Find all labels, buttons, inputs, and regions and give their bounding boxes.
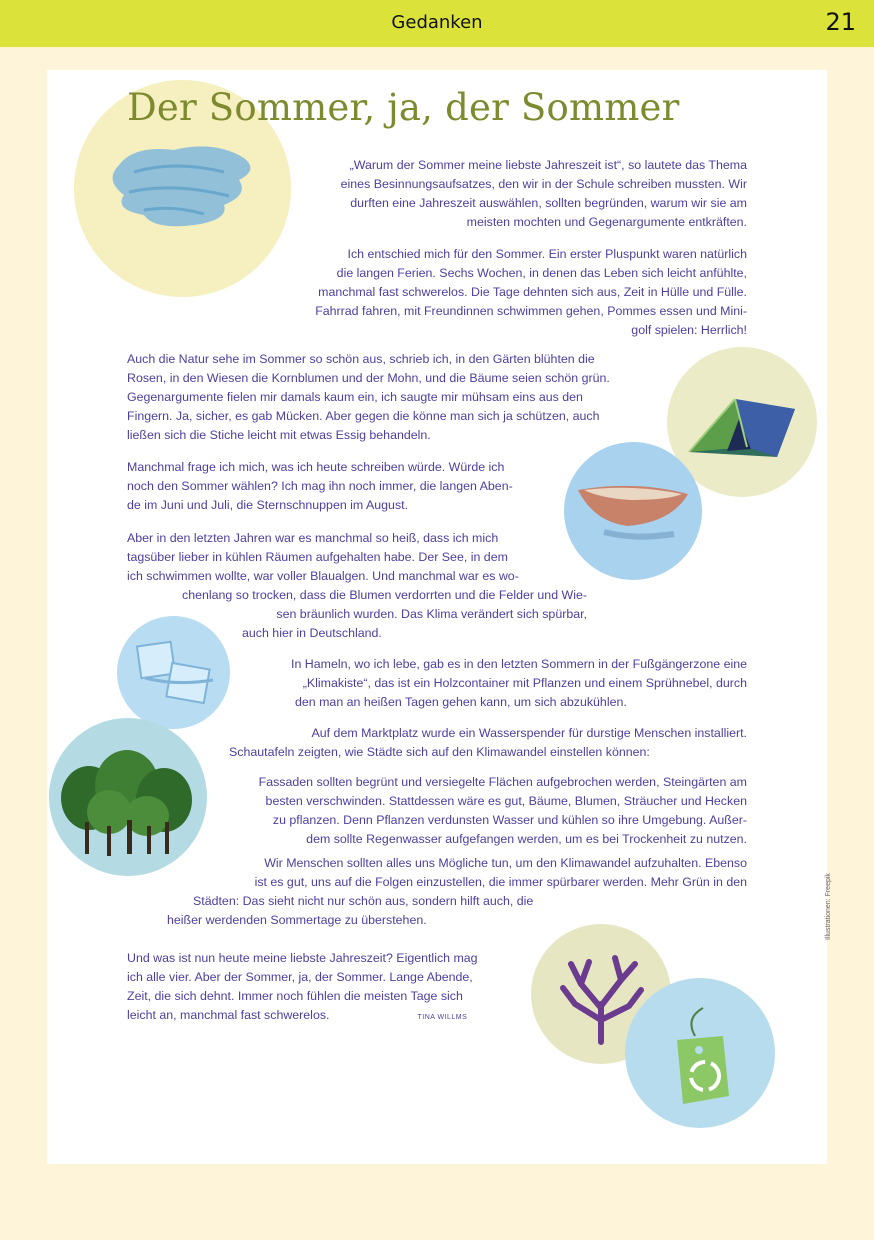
ice-cubes-icon [117,616,230,729]
paragraph-4: Manchmal frage ich mich, was ich heute schreiben würde. Würde ich noch den Sommer wählen? Ich mag ihn noch immer, die langen Aben- de im Juni und Juli, die Sternschnuppen im August. [127,460,513,512]
paragraph-8: Fassaden sollten begrünt und versiegelte Flächen aufgebrochen werden, Steingärten am besten verschwinden. Stattdessen wäre es gut, Bäume, Blumen, Sträucher und Hecken zu pflanzen. Denn Pflanzen verdunsten Wasser und kühlen so ihre Umgebung. Außer- dem sollte Regenwasser aufgefangen werden, um es bei Trockenheit zu nutzen. [258,775,747,846]
paragraph-3: Auch die Natur sehe im Sommer so schön aus, schrieb ich, in den Gärten blühten die Rosen, in den Wiesen die Kornblumen und der Mohn, und die Bäume seien schön grün. Gegenargumente fielen mir damals kaum ein, ich saugte mir mühsam eins aus den Fingern. Ja, sicher, es gab Mücken. Aber gegen die könne man sich ja schützen, auch ließen sich die Stiche leicht mit etwas Essig behandeln. [127,352,610,442]
paragraph-10: Und was ist nun heute meine liebste Jahreszeit? Eigentlich mag ich alle vier. Aber der Sommer, ja, der Sommer. Lange Abende, Zeit, die sich dehnt. Immer noch fühlen die meisten Tage sich leicht an, manchmal fast schwerelos. TINA WILLMS [127,951,478,1022]
trees-icon [49,718,207,876]
paragraph-6: In Hameln, wo ich lebe, gab es in den letzten Sommern in der Fußgängerzone eine „Klimakiste“, das ist ein Holzcontainer mit Pflanzen und einem Sprühnebel, durch den man an heißen Tagen gehen kann, um sich abzukühlen. [291,657,747,709]
illustration-credit: Illustrationen: Freepik [825,873,832,940]
section-title: Gedanken [391,12,483,33]
paragraph-2: Ich entschied mich für den Sommer. Ein erster Pluspunkt waren natürlich die langen Ferien. Sechs Wochen, in denen das Leben sich leicht anfühlte, manchmal fast schwerelos. Die Tage dehnten sich aus, Zeit in Hülle und Fülle. Fahrrad fahren, mit Freundinnen schwimmen gehen, Pommes essen und Mini- golf spielen: Herrlich! [315,247,747,337]
recycle-tag-icon [625,978,775,1128]
paragraph-1: „Warum der Sommer meine liebste Jahreszeit ist“, so lautete das Thema eines Besinnungsaufsatzes, den wir in der Schule schreiben mussten. Wir durften eine Jahreszeit auswählen, sollten begründen, warum wir sie am meisten mochten und Gegenargumente entkräften. [340,158,747,229]
paragraph-7: Auf dem Marktplatz wurde ein Wasserspender für durstige Menschen installiert. Schautafeln zeigten, wie Städte sich auf den Klimawandel einstellen können: [229,726,747,759]
article-title: Der Sommer, ja, der Sommer [127,86,680,129]
page-number: 21 [825,8,856,36]
paragraph-5: Aber in den letzten Jahren war es manchmal so heiß, dass ich mich tagsüber lieber in kühlen Räumen aufgehalten habe. Der See, in dem ich schwimmen wollte, war voller Blaualgen. Und manchmal war es wo- chenlang so trocken, dass die Blumen verdorrten und die Felder und Wie- sen bräunlich wurden. Das Klima verändert sich spürbar, auch hier in Deutschland. [127,531,587,640]
article-sheet [47,70,832,1164]
author-signature: TINA WILLMS [417,1014,468,1021]
paragraph-9: Wir Menschen sollten alles uns Mögliche tun, um den Klimawandel aufzuhalten. Ebenso ist es gut, uns auf die Folgen einzustellen, die immer spürbarer werden. Mehr Grün in den Städten: Das sieht nicht nur schön aus, sondern hilft auch, die heißer werdenden Sommertage zu überstehen. [167,856,747,927]
